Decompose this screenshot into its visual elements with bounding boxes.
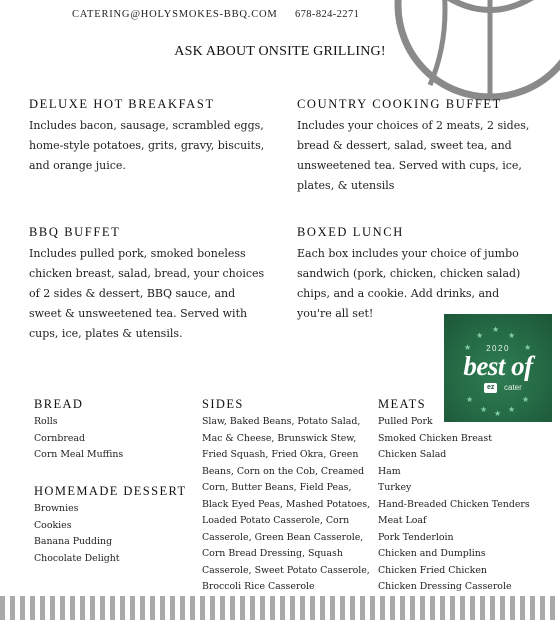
star-icon: ★	[522, 395, 530, 404]
star-icon: ★	[508, 331, 516, 340]
package-title: BBQ BUFFET	[29, 225, 121, 239]
star-icon: ★	[466, 395, 474, 404]
onsite-grilling-tagline: ASK ABOUT ONSITE GRILLING!	[174, 44, 386, 59]
badge-best-of: best of	[463, 351, 533, 381]
list-item: Cookies	[34, 519, 72, 531]
package-title: BOXED LUNCH	[297, 225, 404, 239]
package-title: DELUXE HOT BREAKFAST	[29, 97, 215, 111]
package-title: COUNTRY COOKING BUFFET	[297, 97, 502, 111]
list-item: Brownies	[34, 503, 79, 514]
dessert-list	[34, 501, 187, 567]
badge-year: 2020	[486, 344, 510, 353]
package-country-cooking-buffet	[297, 97, 557, 196]
bread-list	[34, 414, 123, 464]
list-item: Chicken Salad	[378, 449, 447, 460]
list-item: Rolls	[34, 416, 58, 427]
package-boxed-lunch	[297, 225, 557, 324]
dessert-title: HOMEMADE DESSERT	[34, 484, 187, 498]
ezcater-logo-text: cater	[504, 383, 522, 392]
star-icon: ★	[508, 405, 516, 414]
list-item: Cornbread	[34, 432, 85, 444]
bread-title: BREAD	[34, 397, 84, 411]
package-bbq-buffet	[29, 225, 289, 344]
dessert-column	[34, 484, 187, 567]
striped-footer-border	[0, 596, 560, 620]
meats-column	[378, 397, 530, 596]
star-icon: ★	[494, 409, 502, 418]
star-icon: ★	[476, 331, 484, 340]
ezcater-logo: ez	[484, 383, 497, 393]
list-item: Turkey	[378, 482, 412, 493]
sides-title: SIDES	[202, 397, 244, 411]
package-description: Includes your choices of 2 meats, 2 sides, bread & dessert, salad, sweet tea, and unsweetened tea. Served with cups, ice, plates, & utensils	[297, 119, 530, 192]
contact-email[interactable]: CATERING@HOLYSMOKES-BBQ.COM	[72, 9, 278, 20]
bread-column	[34, 397, 123, 464]
list-item: Smoked Chicken Breast	[378, 432, 492, 444]
list-item: Chicken Fried Chicken	[378, 564, 487, 576]
star-icon: ★	[492, 325, 500, 334]
meats-title: MEATS	[378, 397, 426, 411]
list-item: Corn Meal Muffins	[34, 449, 124, 460]
list-item: Chicken Dressing Casserole	[378, 581, 512, 592]
sides-list: Slaw, Baked Beans, Potato Salad, Mac & Cheese, Brunswick Stew, Fried Squash, Fried Okra, Green Beans, Corn on the Cob, Creamed Corn, Butter Beans, Field Peas, Black Eyed Peas, Mashed Potatoes, Loaded Potato Casserole, Corn Casserole, Green Bean Casserole, Corn Bread Dressing, Squash Casserole, Sweet Potato Casserole, Broccoli Rice Casserole	[202, 416, 371, 592]
package-description: Includes pulled pork, smoked boneless chicken breast, salad, bread, your choices of 2 sides & dessert, BBQ sauce, and sweet & unsweetened tea. Served with cups, ice, plates & utensils.	[29, 247, 265, 340]
list-item: Chicken and Dumplins	[378, 548, 486, 559]
list-item: Ham	[378, 465, 401, 477]
list-item: Hand-Breaded Chicken Tenders	[378, 498, 530, 510]
meats-list	[378, 414, 530, 596]
list-item: Pulled Pork	[378, 416, 433, 427]
contact-phone[interactable]: 678-824-2271	[294, 9, 360, 20]
list-item: Pork Tenderloin	[378, 531, 454, 543]
contact-line	[72, 9, 359, 20]
list-item: Meat Loaf	[378, 515, 427, 526]
star-icon: ★	[480, 405, 488, 414]
list-item: Banana Pudding	[34, 536, 113, 547]
star-icon: ★	[524, 343, 532, 352]
sides-column	[202, 397, 372, 596]
star-icon: ★	[464, 343, 472, 352]
list-item: Chocolate Delight	[34, 552, 120, 564]
package-description: Each box includes your choice of jumbo sandwich (pork, chicken, chicken salad) chips, and a cookie. Add drinks, and you're all set!	[297, 247, 521, 320]
package-description: Includes bacon, sausage, scrambled eggs, home-style potatoes, grits, gravy, biscuits, and orange juice.	[29, 119, 265, 172]
package-deluxe-hot-breakfast	[29, 97, 289, 176]
